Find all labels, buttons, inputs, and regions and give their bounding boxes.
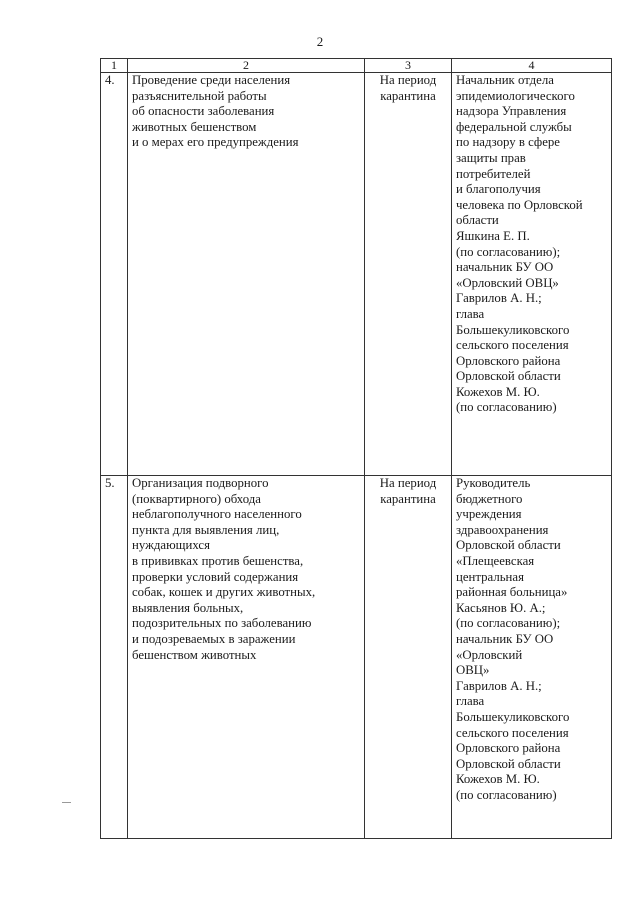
text-line: На период (379, 476, 437, 490)
responsible-cell (452, 73, 612, 476)
text-line: по надзору в сфере (456, 135, 560, 150)
page-number: 2 (316, 34, 324, 49)
text-line: потребителей (456, 166, 531, 181)
text-line: выявления больных, (132, 600, 244, 615)
text-line: На период (379, 73, 437, 87)
text-line: и о мерах его предупреждения (132, 135, 299, 150)
text-line: карантина (380, 88, 436, 103)
text-line: и подозреваемых в заражении (132, 631, 296, 646)
responsible-cell (452, 476, 612, 839)
text-line: и благополучия (456, 182, 541, 197)
text-line: бюджетного (456, 491, 523, 506)
text-line: Орловского района (456, 353, 561, 368)
text-line: центральная (456, 569, 524, 584)
text-line: Кожехов М. Ю. (456, 384, 540, 399)
text-line: Организация подворного (132, 476, 269, 490)
table-row (101, 73, 612, 476)
text-line: Гаврилов А. Н.; (456, 678, 542, 693)
table-row (101, 476, 612, 839)
table-header-row (101, 59, 612, 73)
header-col-3: 3 (365, 59, 452, 73)
text-line: об опасности заболевания (132, 104, 275, 119)
text-line: «Орловский ОВЦ» (456, 275, 559, 290)
text-line: защиты прав (456, 150, 526, 165)
text-line: районная больница» (456, 585, 568, 600)
period-cell (365, 73, 452, 476)
text-line: нуждающихся (132, 538, 210, 553)
text-line: здравоохранения (456, 522, 549, 537)
text-line: Руководитель (456, 476, 531, 490)
margin-mark (62, 802, 71, 803)
measure-cell (128, 476, 365, 839)
header-col-4: 4 (452, 59, 612, 73)
text-line: Большекуликовского (456, 709, 570, 724)
text-line: проверки условий содержания (132, 569, 299, 584)
text-line: Орловской области (456, 538, 561, 553)
header-col-2: 2 (128, 59, 365, 73)
text-line: карантина (380, 491, 436, 506)
text-line: эпидемиологического (456, 88, 575, 103)
text-line: надзора Управления (456, 104, 567, 119)
text-line: Проведение среди населения (132, 73, 291, 87)
text-line: глава (456, 694, 485, 709)
text-line: бешенством животных (132, 647, 257, 662)
text-line: в прививках против бешенства, (132, 553, 304, 568)
text-line: Яшкина Е. П. (456, 228, 530, 243)
text-line: Начальник отдела (456, 73, 554, 87)
text-line: (по согласованию); (456, 244, 561, 259)
header-col-1: 1 (101, 59, 128, 73)
text-line: сельского поселения (456, 725, 569, 740)
text-line: сельского поселения (456, 338, 569, 353)
text-line: Орловского района (456, 741, 561, 756)
row-number: 5. (101, 476, 128, 839)
text-line: подозрительных по заболеванию (132, 616, 312, 631)
text-line: (поквартирного) обхода (132, 491, 261, 506)
text-line: глава (456, 306, 485, 321)
text-line: Орловской области (456, 369, 561, 384)
text-line: области (456, 213, 499, 228)
text-line: (по согласованию) (456, 787, 557, 802)
text-line: Гаврилов А. Н.; (456, 291, 542, 306)
text-line: человека по Орловской (456, 197, 583, 212)
text-line: ОВЦ» (456, 663, 490, 678)
text-line: Орловской области (456, 756, 561, 771)
text-line: пункта для выявления лиц, (132, 522, 280, 537)
measure-cell (128, 73, 365, 476)
text-line: начальник БУ ОО (456, 260, 554, 275)
text-line: федеральной службы (456, 119, 572, 134)
text-line: неблагополучного населенного (132, 507, 302, 522)
text-line: начальник БУ ОО (456, 631, 554, 646)
text-line: животных бешенством (132, 119, 257, 134)
measures-table (100, 58, 612, 839)
text-line: (по согласованию); (456, 616, 561, 631)
text-line: «Орловский (456, 647, 523, 662)
text-line: (по согласованию) (456, 400, 557, 415)
text-line: Кожехов М. Ю. (456, 772, 540, 787)
text-line: Касьянов Ю. А.; (456, 600, 546, 615)
row-number: 4. (101, 73, 128, 476)
text-line: разъяснительной работы (132, 88, 267, 103)
text-line: учреждения (456, 507, 522, 522)
period-cell (365, 476, 452, 839)
text-line: собак, кошек и других животных, (132, 585, 316, 600)
text-line: «Плещеевская (456, 553, 535, 568)
text-line: Большекуликовского (456, 322, 570, 337)
